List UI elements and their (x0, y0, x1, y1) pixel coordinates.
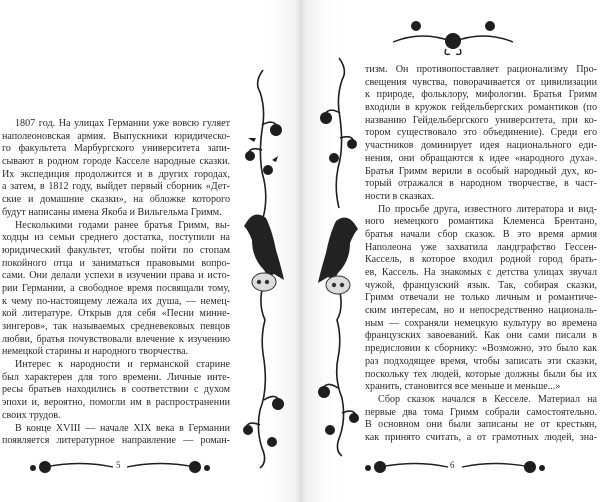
text-line: сывают в родном городе Касселе народные сказки. (2, 156, 230, 168)
text-line: к чему по-настоящему лежала их душа, — немец- (2, 295, 230, 307)
text-line: тором существовало это объединение). Среди его (365, 127, 597, 139)
raven-on-skull-icon (318, 217, 358, 294)
text-line: тизм. Он противопоставляет рационализму Про- (365, 64, 597, 75)
text-line: ности в сказках. (365, 190, 435, 202)
left-page-text (2, 118, 230, 448)
page-number: 5 (116, 460, 121, 470)
text-line: появляется литературное направление — роман- (2, 435, 230, 447)
text-line: эпохи и, вероятно, помогли им в распространении (2, 397, 230, 409)
text-line: поскольку тех людей, которые должны были бы их (365, 368, 597, 380)
text-line: кой литературе. Открыв для себя «Песни минне- (2, 308, 230, 320)
right-page-text (365, 64, 597, 445)
text-line: сами. Они делали успехи в изучении права и исто- (2, 270, 230, 282)
text-line: любви, братья почувствовали влечение к изучению (2, 333, 230, 345)
right-rose-border-icon (360, 458, 550, 476)
text-line: участников доминирует идея национального еди- (365, 140, 597, 152)
text-line: Братья Гримм верили в особый народный дух, ко- (365, 165, 597, 177)
text-line: 1807 год. На улицах Германии уже вовсю гуляет (15, 118, 230, 129)
text-line: Несколькими годами ранее братья Гримм, вы- (15, 219, 230, 231)
text-line: зингеров», так называемых средневековых певцов (2, 321, 230, 332)
text-line: хранить, становится все меньше и меньше...» (365, 381, 561, 393)
text-line: к природе, фольклору, мифологии. Братья Гримм (365, 89, 597, 101)
text-line: Интерес к народности и германской старине (15, 359, 230, 371)
page-number: 6 (450, 460, 455, 470)
text-line: раз подходящее время, чтобы записать эти сказки, (365, 355, 597, 367)
text-line: нения, они обращаются к идее «народного духа». (365, 152, 597, 164)
text-line: будут написаны имена Якоба и Вильгельма Гримм. (2, 206, 222, 218)
text-line: предисловии к сборнику: «Возможно, это было как (365, 343, 597, 355)
text-line: своих трудов. (2, 409, 61, 421)
text-line: Их экспедиция продолжится и в других городах, (2, 168, 230, 180)
text-line: ным — сохраняли немецкую культуру во времена (365, 317, 597, 329)
text-line: был характерен для того времени. Личные инте- (2, 371, 230, 383)
text-line: входили в кружок гейдельбергских романтиков (по (365, 102, 597, 114)
text-line: братья начали сбор сказок. В это время армия (365, 228, 597, 240)
text-line: наполеоновская армия. Выпускники юридическо- (2, 130, 230, 142)
text-line: ским интересам, но и непосредственно националь- (365, 305, 597, 317)
text-line: Кассель, в которое входил родной город брать- (365, 254, 597, 266)
text-line: го факультета Марбургского университета запи- (2, 143, 230, 155)
text-line: французских завоеваний. Как они сами писали в (365, 330, 597, 342)
text-line: свещения чувства, поворачивается от цивилизации (365, 76, 597, 88)
text-line: В основном они были записаны не от крестьян, (365, 419, 597, 431)
text-line: В конце XVIII — начале XIX века в Германии (15, 422, 230, 434)
text-line: ходцы из семьи среднего достатка, поступили на (2, 232, 230, 244)
text-line: По просьбе друга, известного литератора и вид- (378, 203, 597, 215)
text-line: первые два тома Гримм собрали самостоятельно. (365, 406, 597, 418)
text-line: Сбор сказок начался в Кесселе. Материал на (378, 393, 597, 405)
text-line: названию Гейдельбергского университета, при ко- (365, 114, 597, 126)
left-rose-vine-icon (238, 70, 288, 470)
text-line: рии Германии, а свободное время посвящали тому, (2, 282, 230, 294)
text-line: ев, Кассель. На знакомых с детства улицах звучал (365, 267, 597, 278)
text-line: ресы братьев находились в соответствии с духом (2, 384, 230, 396)
text-line: ного немецкого романтика Клеменса Брентано, (365, 216, 597, 228)
text-line: торый отражался в народном творчестве, в част- (365, 178, 597, 190)
text-line: Наполеона уже захватила ландграфство Гессен- (365, 241, 597, 253)
top-rose-ornament-icon (388, 16, 518, 56)
raven-on-skull-icon (244, 214, 284, 291)
text-line: чужой, французский язык. Так, собирая сказки, (365, 279, 597, 291)
text-line: немецкой старины и народного творчества. (2, 346, 189, 358)
text-line: Гримм отвечали не только личным и романтиче- (365, 292, 597, 304)
right-page (300, 0, 600, 502)
text-line: как принято считать, а от грамотных людей, зна- (365, 431, 597, 443)
text-line: юридический факультет, чтобы пойти по стопам (2, 244, 230, 256)
text-line: ские и домашние сказки», на обложке которого (2, 194, 230, 206)
right-rose-vine-icon (314, 58, 364, 458)
text-line: а затем, в 1812 году, выйдет первый сборник «Дет- (2, 181, 230, 193)
text-line: покойного отца и заниматься правовыми вопро- (2, 257, 230, 269)
